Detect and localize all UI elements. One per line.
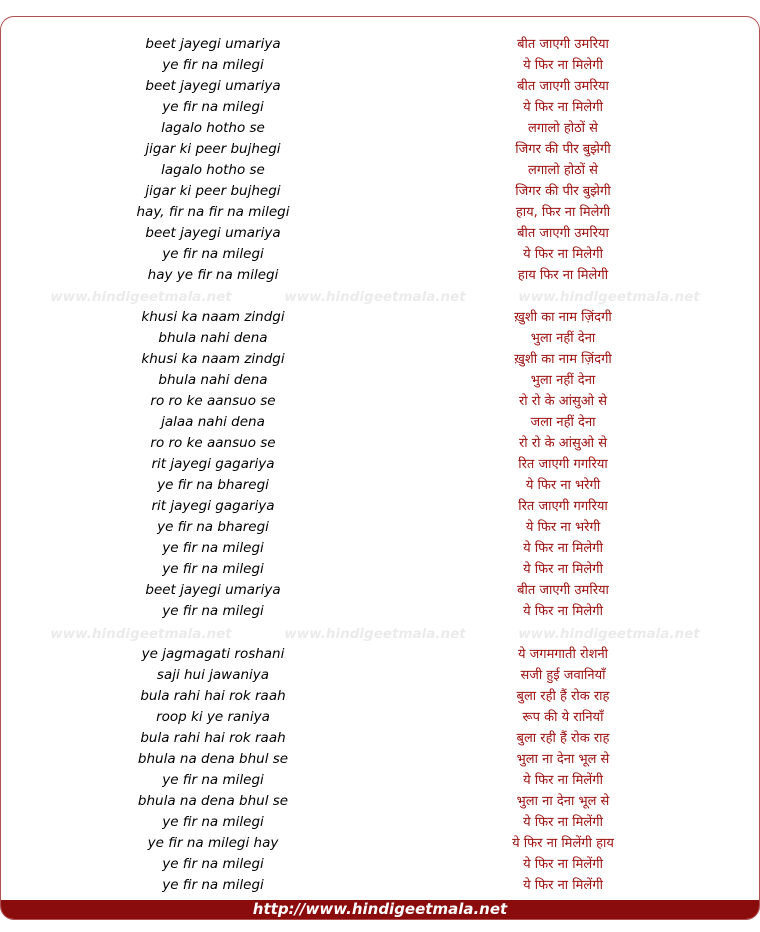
lyric-english: ye fir na milegi (162, 814, 264, 830)
lyric-hindi: लगालो होठों से (528, 121, 598, 136)
lyric-english: bhula na dena bhul se (137, 793, 289, 809)
lyric-english: khusi ka naam zindgi (141, 351, 285, 367)
lyric-line (1, 644, 759, 665)
lyric-english: beet jayegi umariya (145, 36, 281, 52)
lyric-english: ye fir na milegi (162, 772, 264, 788)
lyric-english: beet jayegi umariya (145, 582, 281, 598)
lyric-line (1, 370, 759, 391)
lyric-line (1, 97, 759, 118)
watermark-text: www.hindigeetmala.net (518, 289, 700, 305)
lyric-hindi: ये फिर ना भरेगी (525, 520, 601, 535)
footer-bar (1, 900, 759, 919)
lyric-hindi: ये फिर ना मिलेगी (523, 58, 603, 73)
lyric-line (1, 812, 759, 833)
lyric-english: ye fir na milegi (162, 856, 264, 872)
lyric-english: ye fir na milegi (162, 877, 264, 893)
lyric-hindi: बुला रही हैं रोक राह (516, 731, 610, 746)
lyric-english: rit jayegi gagariya (151, 498, 275, 514)
lyric-line (1, 475, 759, 496)
lyric-hindi: ये फिर ना मिलेंगी (523, 878, 603, 893)
lyric-line (1, 76, 759, 97)
lyric-line (1, 665, 759, 686)
lyric-english: bhula nahi dena (158, 372, 268, 388)
lyric-english: rit jayegi gagariya (151, 456, 275, 472)
lyric-line (1, 433, 759, 454)
lyric-english: beet jayegi umariya (145, 225, 281, 241)
lyric-line (1, 707, 759, 728)
watermark-text: www.hindigeetmala.net (50, 289, 232, 305)
lyric-line (1, 601, 759, 622)
lyric-hindi: भुला नहीं देना (530, 331, 596, 346)
lyric-hindi: बुला रही हैं रोक राह (516, 689, 610, 704)
lyric-line (1, 139, 759, 160)
lyric-english: ye fir na milegi (162, 99, 264, 115)
lyric-english: bula rahi hai rok raah (140, 688, 286, 704)
lyric-hindi: भुला ना देना भूल से (516, 794, 610, 809)
lyric-line (1, 55, 759, 76)
lyrics-card (0, 16, 760, 920)
lyric-line (1, 517, 759, 538)
lyric-line (1, 791, 759, 812)
lyric-hindi: भुला ना देना भूल से (516, 752, 610, 767)
lyric-line (1, 686, 759, 707)
lyric-line (1, 160, 759, 181)
lyric-hindi: रूप की ये रानियाँ (522, 710, 604, 725)
lyric-hindi: रो रो के आंसुओ से (518, 436, 608, 451)
lyric-english: jigar ki peer bujhegi (145, 183, 281, 199)
lyric-hindi: ख़ुशी का नाम ज़िंदगी (514, 310, 612, 325)
watermark-row (1, 287, 759, 307)
lyric-hindi: ख़ुशी का नाम ज़िंदगी (514, 352, 612, 367)
lyric-hindi: ये फिर ना भरेगी (525, 478, 601, 493)
lyric-hindi: ये जगमगाती रोशनी (517, 647, 609, 662)
lyric-line (1, 749, 759, 770)
lyric-english: khusi ka naam zindgi (141, 309, 285, 325)
lyric-line (1, 202, 759, 223)
lyric-hindi: ये फिर ना मिलेंगी (523, 815, 603, 830)
lyric-line (1, 875, 759, 896)
lyric-hindi: बीत जाएगी उमरिया (517, 37, 609, 52)
lyric-line (1, 181, 759, 202)
lyric-english: beet jayegi umariya (145, 78, 281, 94)
lyric-english: ye fir na bharegi (157, 519, 269, 535)
lyric-english: ye fir na bharegi (157, 477, 269, 493)
lyric-english: ye jagmagati roshani (141, 646, 285, 662)
lyric-hindi: जला नहीं देना (530, 415, 596, 430)
lyric-line (1, 223, 759, 244)
lyric-hindi: हाय फिर ना मिलेगी (517, 268, 609, 283)
lyric-english: ye fir na milegi (162, 603, 264, 619)
lyric-hindi: जिगर की पीर बुझेगी (515, 142, 611, 157)
lyric-line (1, 854, 759, 875)
lyric-hindi: भुला नहीं देना (530, 373, 596, 388)
lyric-english: jalaa nahi dena (161, 414, 265, 430)
lyric-english: saji hui jawaniya (156, 667, 270, 683)
lyric-line (1, 770, 759, 791)
lyric-line (1, 244, 759, 265)
lyric-english: ro ro ke aansuo se (150, 435, 276, 451)
lyric-hindi: ये फिर ना मिलेंगी (523, 857, 603, 872)
lyric-line (1, 328, 759, 349)
watermark-text: www.hindigeetmala.net (50, 626, 232, 642)
lyric-line (1, 412, 759, 433)
lyric-hindi: जिगर की पीर बुझेगी (515, 184, 611, 199)
lyric-hindi: लगालो होठों से (528, 163, 598, 178)
lyric-line (1, 34, 759, 55)
lyric-line (1, 728, 759, 749)
lyric-english: ye fir na milegi (162, 561, 264, 577)
lyric-line (1, 496, 759, 517)
lyric-english: bhula nahi dena (158, 330, 268, 346)
lyric-hindi: रित जाएगी गगरिया (518, 457, 608, 472)
lyric-line (1, 349, 759, 370)
lyric-english: ro ro ke aansuo se (150, 393, 276, 409)
lyric-english: lagalo hotho se (161, 120, 265, 136)
lyric-english: ye fir na milegi hay (147, 835, 279, 851)
lyric-english: ye fir na milegi (162, 57, 264, 73)
lyric-hindi: बीत जाएगी उमरिया (517, 79, 609, 94)
lyric-line (1, 559, 759, 580)
lyric-english: ye fir na milegi (162, 540, 264, 556)
lyric-hindi: बीत जाएगी उमरिया (517, 226, 609, 241)
lyric-hindi: ये फिर ना मिलेगी (523, 541, 603, 556)
lyric-line (1, 454, 759, 475)
lyric-line (1, 580, 759, 601)
lyric-english: bhula na dena bhul se (137, 751, 289, 767)
lyric-hindi: सजी हुई जवानियाँ (520, 668, 606, 683)
lyric-english: lagalo hotho se (161, 162, 265, 178)
lyric-hindi: हाय, फिर ना मिलेगी (515, 205, 611, 220)
lyric-line (1, 118, 759, 139)
lyric-hindi: ये फिर ना मिलेंगी हाय (512, 836, 614, 851)
lyric-line (1, 391, 759, 412)
lyric-line (1, 538, 759, 559)
lyric-hindi: ये फिर ना मिलेगी (523, 247, 603, 262)
watermark-row (1, 624, 759, 644)
lyric-english: bula rahi hai rok raah (140, 730, 286, 746)
lyric-english: hay ye fir na milegi (147, 267, 279, 283)
lyric-hindi: ये फिर ना मिलेगी (523, 604, 603, 619)
lyric-hindi: रित जाएगी गगरिया (518, 499, 608, 514)
lyric-hindi: ये फिर ना मिलेगी (523, 100, 603, 115)
watermark-text: www.hindigeetmala.net (284, 626, 466, 642)
lyric-english: jigar ki peer bujhegi (145, 141, 281, 157)
lyric-hindi: ये फिर ना मिलेगी (523, 562, 603, 577)
lyric-english: hay, fir na fir na milegi (136, 204, 290, 220)
lyric-english: roop ki ye raniya (156, 709, 270, 725)
lyric-hindi: रो रो के आंसुओ से (518, 394, 608, 409)
lyric-line (1, 307, 759, 328)
lyric-hindi: बीत जाएगी उमरिया (517, 583, 609, 598)
watermark-text: www.hindigeetmala.net (284, 289, 466, 305)
lyric-english: ye fir na milegi (162, 246, 264, 262)
lyric-line (1, 265, 759, 286)
watermark-text: www.hindigeetmala.net (518, 626, 700, 642)
footer-url[interactable]: http://www.hindigeetmala.net (252, 900, 508, 918)
lyric-line (1, 833, 759, 854)
lyric-hindi: ये फिर ना मिलेंगी (523, 773, 603, 788)
